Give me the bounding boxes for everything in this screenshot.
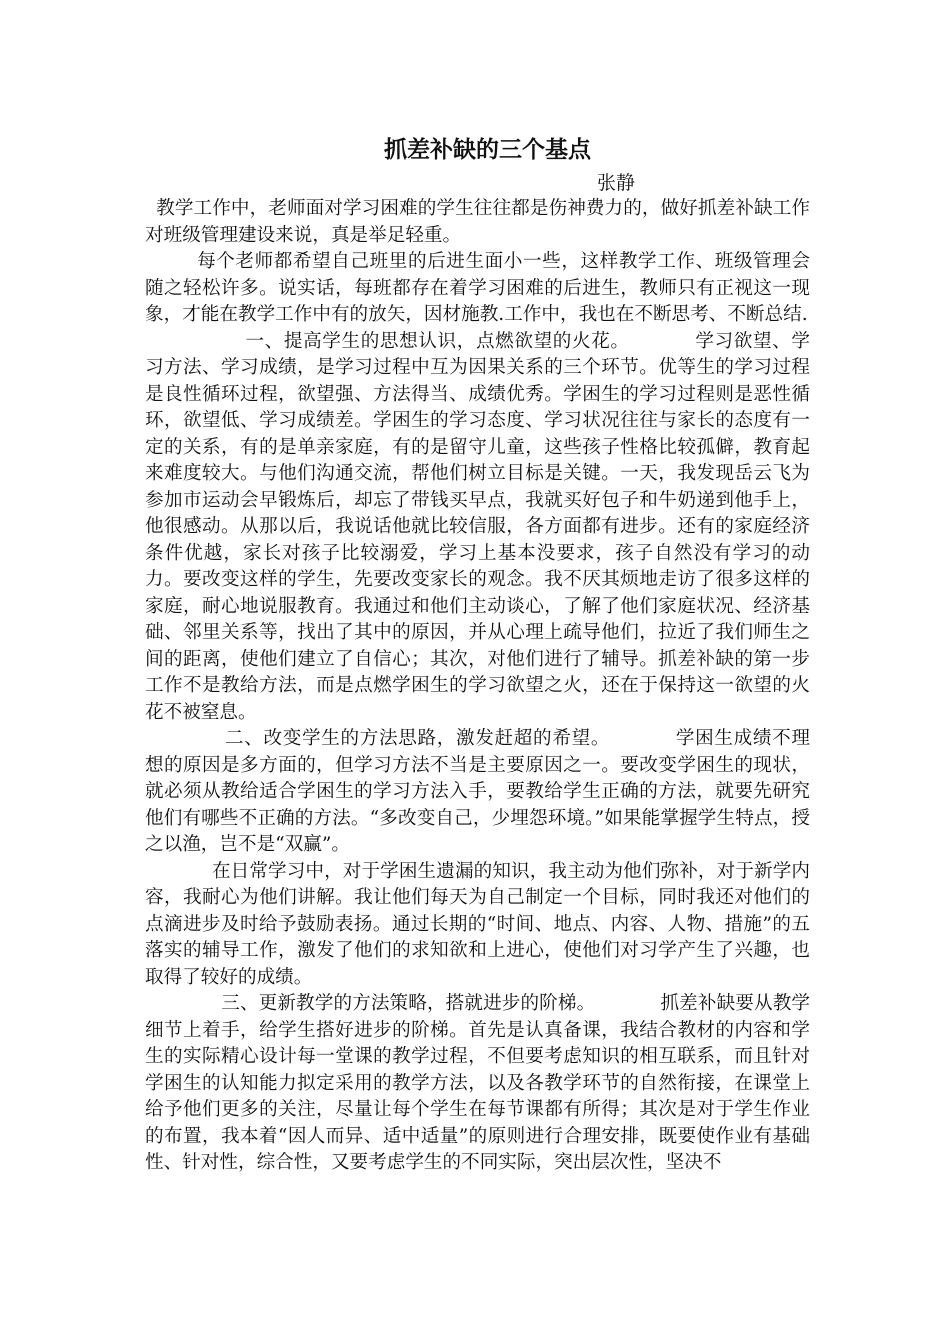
section-heading: 三、更新教学的方法策略，搭就进步的阶梯。 bbox=[221, 993, 596, 1014]
paragraph-daily-learning bbox=[145, 859, 810, 992]
document-author: 张静 bbox=[597, 172, 636, 194]
section-one bbox=[145, 329, 810, 727]
paragraph-intro bbox=[145, 196, 810, 249]
section-text: 抓差补缺要从教学细节上着手，给学生搭好进步的阶梯。首先是认真备课，我结合教材的内容和学生的实际精心设计每一堂课的教学过程，不但要考虑知识的相互联系，而且针对学困生的认知能力拟定采用的教学方法，以及各教学环节的自然衔接，在课堂上给予他们更多的关注，尽量让每个学生在每节课都有所得；其次是对于学生作业的布置，我本着“因人而异、适中适量”的原则进行合理安排，既要使作业有基础性、针对性，综合性，又要考虑学生的不同实际，突出层次性，坚决不 bbox=[145, 993, 810, 1173]
document-page bbox=[145, 130, 810, 1177]
section-heading: 一、提高学生的思想认识，点燃欲望的火花。 bbox=[245, 330, 630, 352]
paragraph-text: 每个老师都希望自己班里的后进生面小一些，这样教学工作、班级管理会随之轻松许多。说实话，每班都存在着学习困难的后进生，教师只有正视这一现象，才能在教学工作中有的放矢，因材施教.工作中，我也在不断思考、不断总结. bbox=[145, 251, 810, 325]
section-text: 学习欲望、学习方法、学习成绩，是学习过程中互为因果关系的三个环节。优等生的学习过程是良性循环过程，欲望强、方法得当、成绩优秀。学困生的学习过程则是恶性循环，欲望低、学习成绩差。学困生的学习态度、学习状况往往与家长的态度有一定的关系，有的是单亲家庭，有的是留守儿童，这些孩子性格比较孤僻，教育起来难度较大。与他们沟通交流，帮他们树立目标是关键。一天，我发现岳云飞为参加市运动会早锻炼后，却忘了带钱买早点，我就买好包子和牛奶递到他手上，他很感动。从那以后，我说话他就比较信服，各方面都有进步。还有的家庭经济条件优越，家长对孩子比较溺爱，学习上基本没要求，孩子自然没有学习的动力。要改变这样的学生，先要改变家长的观念。我不厌其烦地走访了很多这样的家庭，耐心地说服教育。我通过和他们主动谈心，了解了他们家庭状况、经济基础、邻里关系等，找出了其中的原因，并从心理上疏导他们，拉近了我们师生之间的距离，使他们建立了自信心；其次，对他们进行了辅导。抓差补缺的第一步工作不是教给方法，而是点燃学困生的学习欲望之火，还在于保持这一欲望的火花不被窒息。 bbox=[145, 330, 810, 723]
section-heading: 二、改变学生的方法思路，激发赶超的希望。 bbox=[224, 728, 611, 749]
paragraph-text: 在日常学习中，对于学困生遗漏的知识，我主动为他们弥补，对于新学内容，我耐心为他们讲解。我让他们每天为自己制定一个目标，同时我还对他们的点滴进步及时给予鼓励表扬。通过长期的“时间、地点、内容、人物、措施”的五落实的辅导工作，激发了他们的求知欲和上进心，使他们对习学产生了兴趣，也取得了较好的成绩。 bbox=[145, 860, 810, 988]
paragraph-text: 教学工作中，老师面对学习困难的学生往往都是伤神费力的，做好抓差补缺工作对班级管理建设来说，真是举足轻重。 bbox=[145, 198, 810, 246]
paragraph-background bbox=[145, 249, 810, 329]
document-title: 抓差补缺的三个基点 bbox=[384, 137, 591, 163]
section-three bbox=[145, 991, 810, 1177]
section-text: 学困生成绩不理想的原因是多方面的，但学习方法不当是主要原因之一。要改变学困生的现状，就必须从教给适合学困生的学习方法入手，要教给学生正确的方法，就要先研究他们有哪些不正确的方法。“多改变自己，少埋怨环境。”如果能掌握学生特点，授之以渔，岂不是“双赢”。 bbox=[145, 728, 810, 855]
section-two bbox=[145, 726, 810, 859]
